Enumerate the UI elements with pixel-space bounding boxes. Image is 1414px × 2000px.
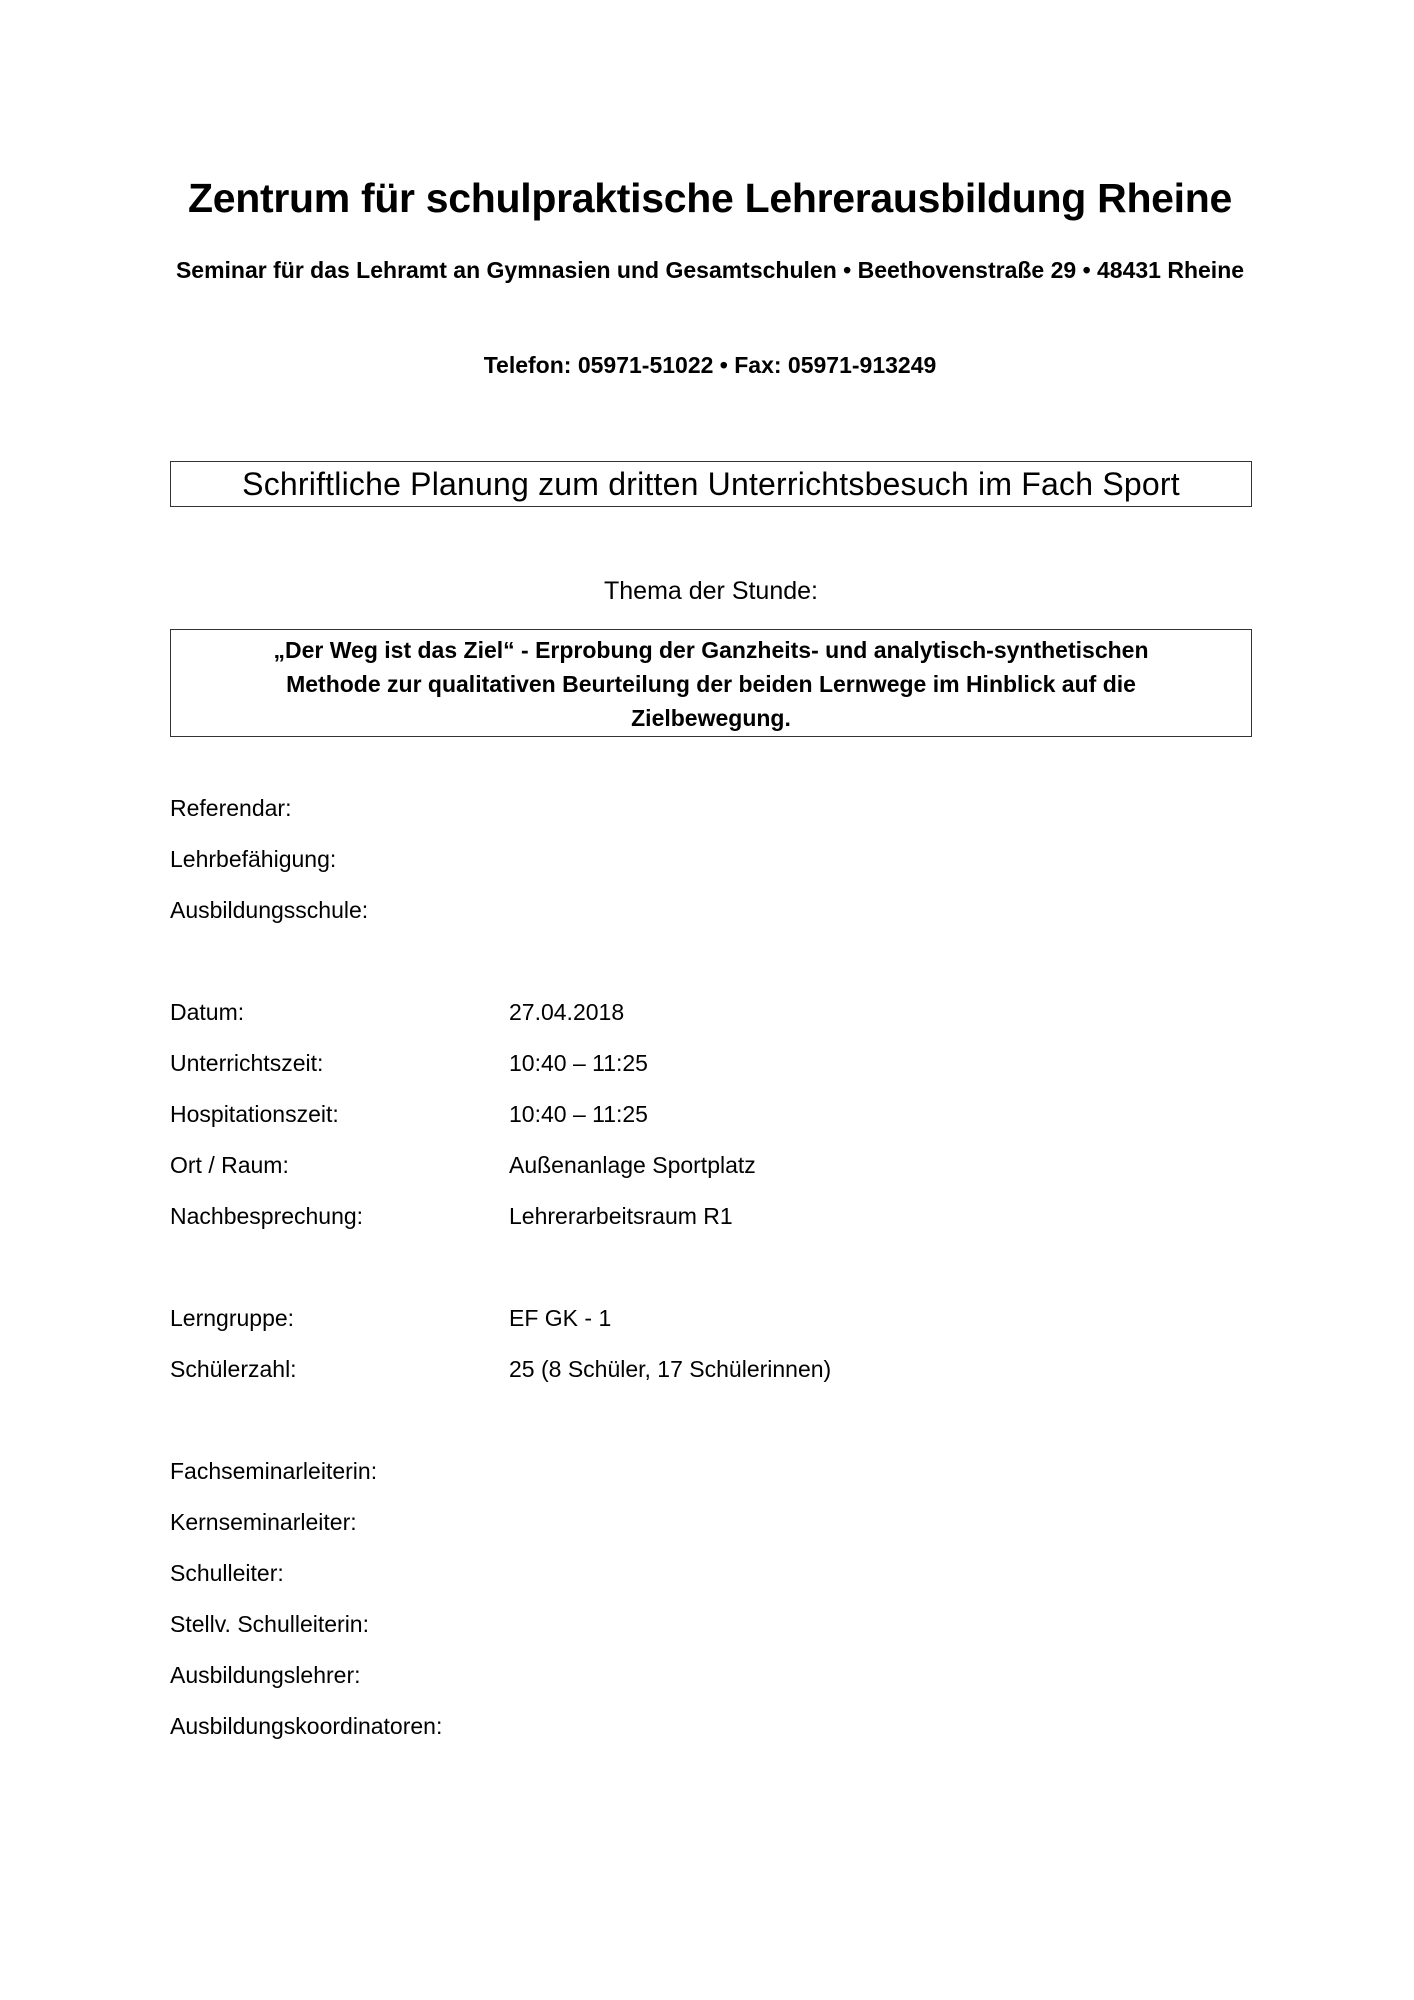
topic-label: Thema der Stunde: bbox=[603, 577, 818, 605]
info-label: Fachseminarleiterin: bbox=[170, 1458, 378, 1484]
info-label: Stellv. Schulleiterin: bbox=[170, 1611, 369, 1637]
topic-box bbox=[170, 629, 1252, 737]
info-label: Referendar: bbox=[170, 795, 292, 821]
institution-title: Zentrum für schulpraktische Lehrerausbildung Rheine bbox=[187, 175, 1233, 221]
info-label: Lehrbefähigung: bbox=[170, 846, 337, 872]
info-label: Nachbesprechung: bbox=[170, 1203, 364, 1229]
topic-text: „Der Weg ist das Ziel“ - Erprobung der Ganzheits- und analytisch-synthetischen Methode zur qualitativen Beurteilung der beiden Lernwege im Hinblick auf die Zielbewegung. bbox=[273, 637, 1149, 731]
info-label: Unterrichtszeit: bbox=[170, 1050, 324, 1076]
institution-contact: Telefon: 05971-51022 • Fax: 05971-913249 bbox=[483, 352, 937, 378]
info-label: Lerngruppe: bbox=[170, 1305, 295, 1331]
plan-title-box: Schriftliche Planung zum dritten Unterrichtsbesuch im Fach Sport bbox=[170, 461, 1252, 507]
info-value: 27.04.2018 bbox=[509, 999, 625, 1025]
info-label: Datum: bbox=[170, 999, 245, 1025]
info-label: Ausbildungskoordinatoren: bbox=[170, 1713, 443, 1739]
info-value: 10:40 – 11:25 bbox=[509, 1101, 648, 1127]
info-value: EF GK - 1 bbox=[509, 1305, 612, 1331]
info-label: Hospitationszeit: bbox=[170, 1101, 339, 1127]
info-label: Ausbildungsschule: bbox=[170, 897, 369, 923]
info-label: Schülerzahl: bbox=[170, 1356, 297, 1382]
info-label: Schulleiter: bbox=[170, 1560, 284, 1586]
info-label: Ausbildungslehrer: bbox=[170, 1662, 361, 1688]
info-label: Kernseminarleiter: bbox=[170, 1509, 357, 1535]
institution-address: Seminar für das Lehramt an Gymnasien und Gesamtschulen • Beethovenstraße 29 • 48431 Rheine bbox=[175, 257, 1245, 283]
info-value: Außenanlage Sportplatz bbox=[509, 1152, 756, 1178]
info-value: 10:40 – 11:25 bbox=[509, 1050, 648, 1076]
info-value: 25 (8 Schüler, 17 Schülerinnen) bbox=[509, 1356, 832, 1382]
info-value: Lehrerarbeitsraum R1 bbox=[509, 1203, 733, 1229]
info-label: Ort / Raum: bbox=[170, 1152, 289, 1178]
